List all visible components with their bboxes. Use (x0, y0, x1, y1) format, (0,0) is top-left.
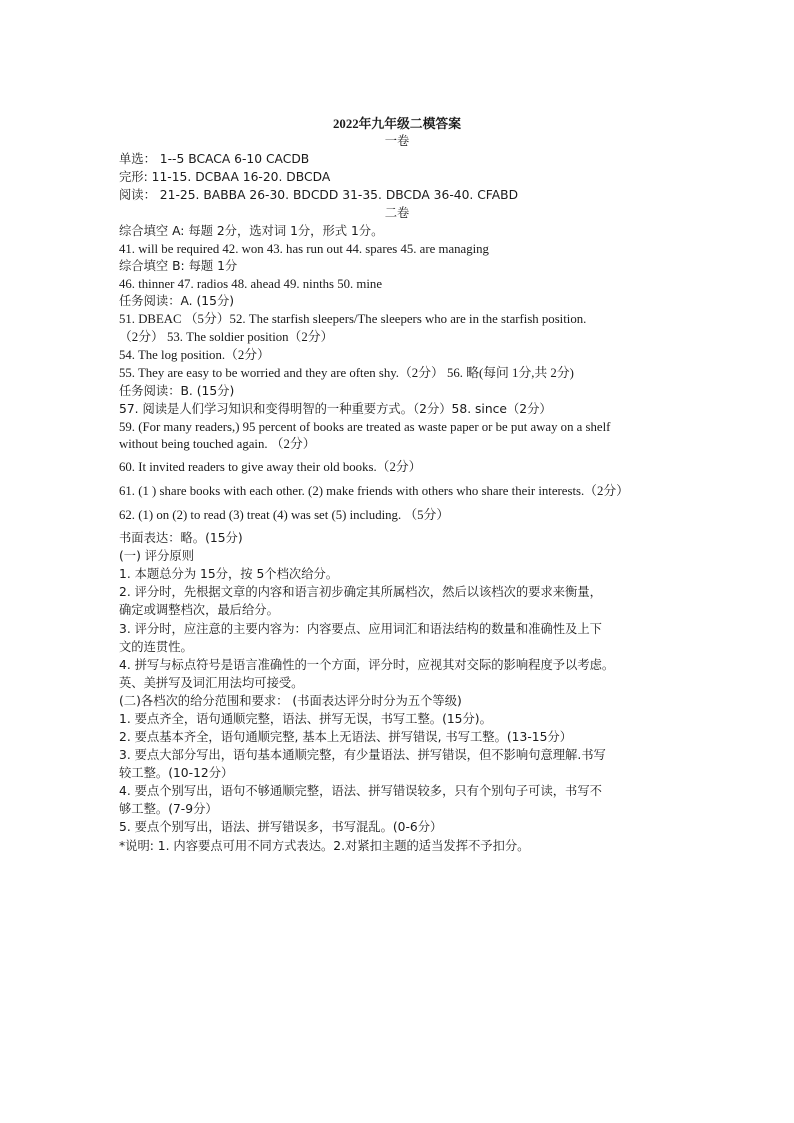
level-3-line2: 较工整。(10-12分） (119, 766, 234, 780)
answer-55-56: 55. They are easy to be worried and they are often shy.（2分） 56. 略(每问 1分,共 2分) (119, 366, 574, 380)
levels-heading: (二)各档次的给分范围和要求： (书面表达评分时分为五个等级) (119, 694, 462, 708)
answer-52-53: （2分） 53. The soldier position（2分） (119, 330, 334, 344)
level-4-line1: 4. 要点个别写出，语句不够通顺完整，语法、拼写错误较多，只有个别句子可读，书写不 (119, 784, 602, 798)
level-3-line1: 3. 要点大部分写出，语句基本通顺完整，有少量语法、拼写错误，但不影响句意理解.书写 (119, 748, 606, 762)
answer-62: 62. (1) on (2) to read (3) treat (4) was set (5) including. （5分） (119, 508, 450, 522)
answer-57-58: 57. 阅读是人们学习知识和变得明智的一种重要方式。（2分）58. since（2分） (119, 402, 552, 416)
fill-in-b-heading: 综合填空 B: 每题 1分 (119, 259, 238, 273)
fill-in-b-answers: 46. thinner 47. radios 48. ahead 49. ninths 50. mine (119, 277, 383, 291)
cloze-answers: 完形: 11-15. DCBAA 16-20. DBCDA (119, 170, 331, 184)
level-4-line2: 够工整。(7-9分） (119, 802, 218, 816)
scoring-principles-heading: (一) 评分原则 (119, 549, 194, 563)
principle-2-line1: 2. 评分时，先根据文章的内容和语言初步确定其所属档次，然后以该档次的要求来衡量， (119, 585, 602, 599)
task-reading-b-heading: 任务阅读：B. (15分) (119, 384, 235, 398)
principle-3-line1: 3. 评分时，应注意的主要内容为：内容要点、应用词汇和语法结构的数量和准确性及上下 (119, 622, 602, 636)
principle-1: 1. 本题总分为 15分，按 5个档次给分。 (119, 567, 339, 581)
answer-59-line1: 59. (For many readers,) 95 percent of books are treated as waste paper or be put away on a shelf (119, 420, 611, 434)
answer-60: 60. It invited readers to give away their old books.（2分） (119, 460, 422, 474)
principle-4-line1: 4. 拼写与标点符号是语言准确性的一个方面，评分时，应视其对交际的影响程度予以考虑。 (119, 658, 615, 672)
task-reading-a-heading: 任务阅读：A. (15分) (119, 294, 235, 308)
level-5: 5. 要点个别写出，语法、拼写错误多，书写混乱。(0-6分） (119, 820, 443, 834)
writing-heading: 书面表达：略。(15分) (119, 531, 243, 545)
answer-54: 54. The log position.（2分） (119, 348, 270, 362)
answer-51-52: 51. DBEAC （5分）52. The starfish sleepers/The sleepers who are in the starfish position. (119, 312, 587, 326)
level-2: 2. 要点基本齐全，语句通顺完整, 基本上无语法、拼写错误, 书写工整。(13-15分） (119, 730, 573, 744)
answer-59-line2: without being touched again. （2分） (119, 437, 316, 451)
single-choice-answers: 单选： 1--5 BCACA 6-10 CACDB (119, 152, 310, 166)
principle-4-line2: 英、美拼写及词汇用法均可接受。 (119, 676, 304, 690)
fill-in-a-answers: 41. will be required 42. won 43. has run out 44. spares 45. are managing (119, 242, 489, 256)
level-1: 1. 要点齐全，语句通顺完整，语法、拼写无误，书写工整。(15分)。 (119, 712, 492, 726)
reading-answers: 阅读： 21-25. BABBA 26-30. BDCDD 31-35. DBCDA 36-40. CFABD (119, 188, 519, 202)
part-two-heading: 二卷 (384, 206, 410, 220)
part-one-heading: 一卷 (384, 134, 410, 148)
principle-3-line2: 文的连贯性。 (119, 640, 193, 654)
page-title: 2022年九年级二模答案 (333, 117, 461, 131)
answer-61: 61. (1 ) share books with each other. (2) make friends with others who share their interests.（2分） (119, 484, 629, 498)
scoring-note: *说明: 1. 内容要点可用不同方式表达。2.对紧扣主题的适当发挥不予扣分。 (119, 839, 530, 853)
fill-in-a-heading: 综合填空 A: 每题 2分，选对词 1分，形式 1分。 (119, 224, 384, 238)
principle-2-line2: 确定或调整档次，最后给分。 (119, 603, 279, 617)
